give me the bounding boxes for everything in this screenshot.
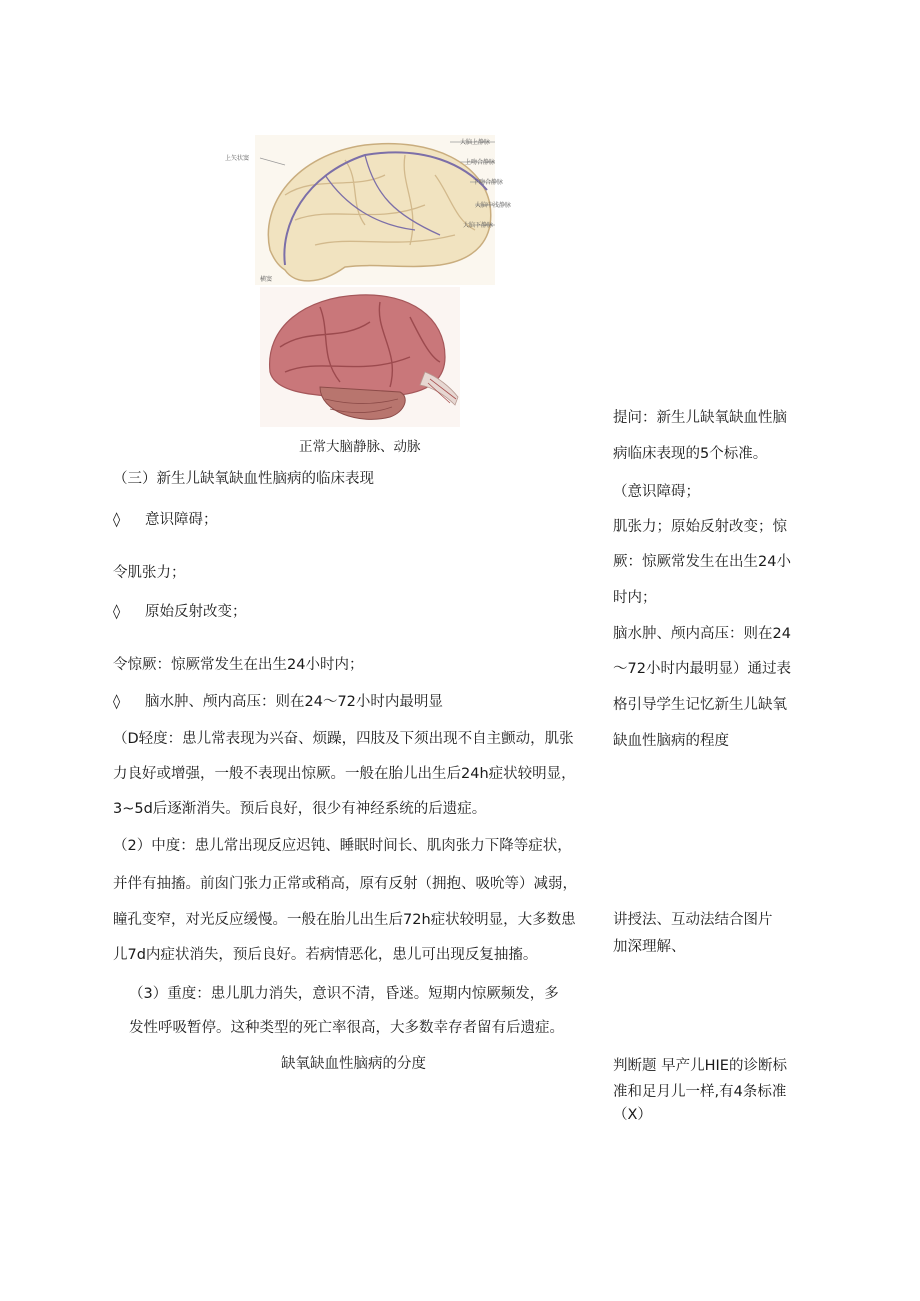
severe-line-2: 发性呼吸暂停。这种类型的死亡率很高，大多数幸存者留有后遗症。 <box>129 1020 564 1036</box>
brain-arteries-illustration <box>260 287 460 427</box>
bullet-reflex <box>113 602 247 622</box>
bullet-text: 令惊厥：惊厥常发生在出生24小时内； <box>113 657 364 673</box>
label-superficial-middle-cerebral-vein: 大脑中浅静脉 <box>475 202 512 209</box>
diamond-icon: ◊ <box>113 604 121 620</box>
moderate-line-1: （2）中度：患儿常出现反应迟钝、睡眠时间长、肌肉张力下降等症状， <box>113 838 572 854</box>
bullet-text: 令肌张力； <box>113 565 186 581</box>
note2-line-2: 加深理解、 <box>613 939 686 955</box>
bullet-edema <box>113 692 443 712</box>
bullet-consciousness <box>113 510 218 530</box>
note1-line-4: 肌张力；原始反射改变；惊 <box>613 519 787 535</box>
mild-line-3: 3~5d后逐渐消失。预后良好，很少有神经系统的后遗症。 <box>113 801 487 817</box>
bullet-text: 原始反射改变； <box>145 604 247 620</box>
note1-line-6: 时内； <box>613 590 657 606</box>
note1-line-5: 厥：惊厥常发生在出生24小 <box>613 554 791 570</box>
note2-line-1: 讲授法、互动法结合图片 <box>613 912 773 928</box>
label-superior-cerebral-vein: 大脑上静脉 <box>460 139 491 146</box>
moderate-line-2: 并伴有抽搐。前囱门张力正常或稍高，原有反射（拥抱、吸吮等）减弱， <box>113 876 577 892</box>
note1-line-1: 提问：新生儿缺氧缺血性脑 <box>613 410 787 426</box>
note3-line-3: （X） <box>613 1107 652 1123</box>
diamond-icon: ◊ <box>113 512 121 528</box>
brain-figure <box>225 135 512 430</box>
moderate-line-3: 瞳孔变窄，对光反应缓慢。一般在胎儿出生后72h症状较明显，大多数患 <box>113 912 576 928</box>
diamond-icon: ◊ <box>113 694 121 710</box>
figure-caption: 正常大脑静脉、动脉 <box>299 439 421 455</box>
bullet-muscle-tone <box>113 563 186 583</box>
note1-line-10: 缺血性脑病的程度 <box>613 733 729 749</box>
note3-line-1: 判断题 早产儿HIE的诊断标 <box>613 1058 787 1074</box>
bullet-text: 意识障碍； <box>145 512 218 528</box>
label-inferior-anastomotic-vein: 下吻合静脉 <box>473 179 504 186</box>
label-superior-anastomotic-vein: 上吻合静脉 <box>465 159 496 166</box>
table-caption: 缺氧缺血性脑病的分度 <box>281 1056 426 1072</box>
note1-line-9: 格引导学生记忆新生儿缺氧 <box>613 697 787 713</box>
note3-line-2: 准和足月儿一样,有4条标准 <box>613 1084 787 1100</box>
section-heading: （三）新生儿缺氧缺血性脑病的临床表现 <box>113 471 374 487</box>
severe-line-1: （3）重度：患儿肌力消失，意识不清，昏迷。短期内惊厥频发，多 <box>129 986 559 1002</box>
note1-line-7: 脑水肿、颅内高压：则在24 <box>613 626 791 642</box>
label-transverse-sinus: 横窦 <box>260 276 273 283</box>
note1-line-3: （意识障碍； <box>613 484 700 500</box>
moderate-line-4: 儿7d内症状消失，预后良好。若病情恶化，患儿可出现反复抽搐。 <box>113 947 538 963</box>
bullet-convulsion <box>113 655 363 675</box>
brain-veins-illustration <box>225 135 512 285</box>
note1-line-8: 〜72小时内最明显）通过表 <box>613 661 791 677</box>
mild-line-1: （D轻度：患儿常表现为兴奋、烦躁，四肢及下须出现不自主颤动，肌张 <box>113 731 574 747</box>
label-inferior-cerebral-vein: 大脑下静脉 <box>463 222 494 229</box>
label-sss: 上矢状窦 <box>225 155 250 162</box>
mild-line-2: 力良好或增强，一般不表现出惊厥。一般在胎儿出生后24h症状较明显， <box>113 766 576 782</box>
bullet-text: 脑水肿、颅内高压：则在24〜72小时内最明显 <box>145 694 443 710</box>
note1-line-2: 病临床表现的5个标准。 <box>613 446 768 462</box>
